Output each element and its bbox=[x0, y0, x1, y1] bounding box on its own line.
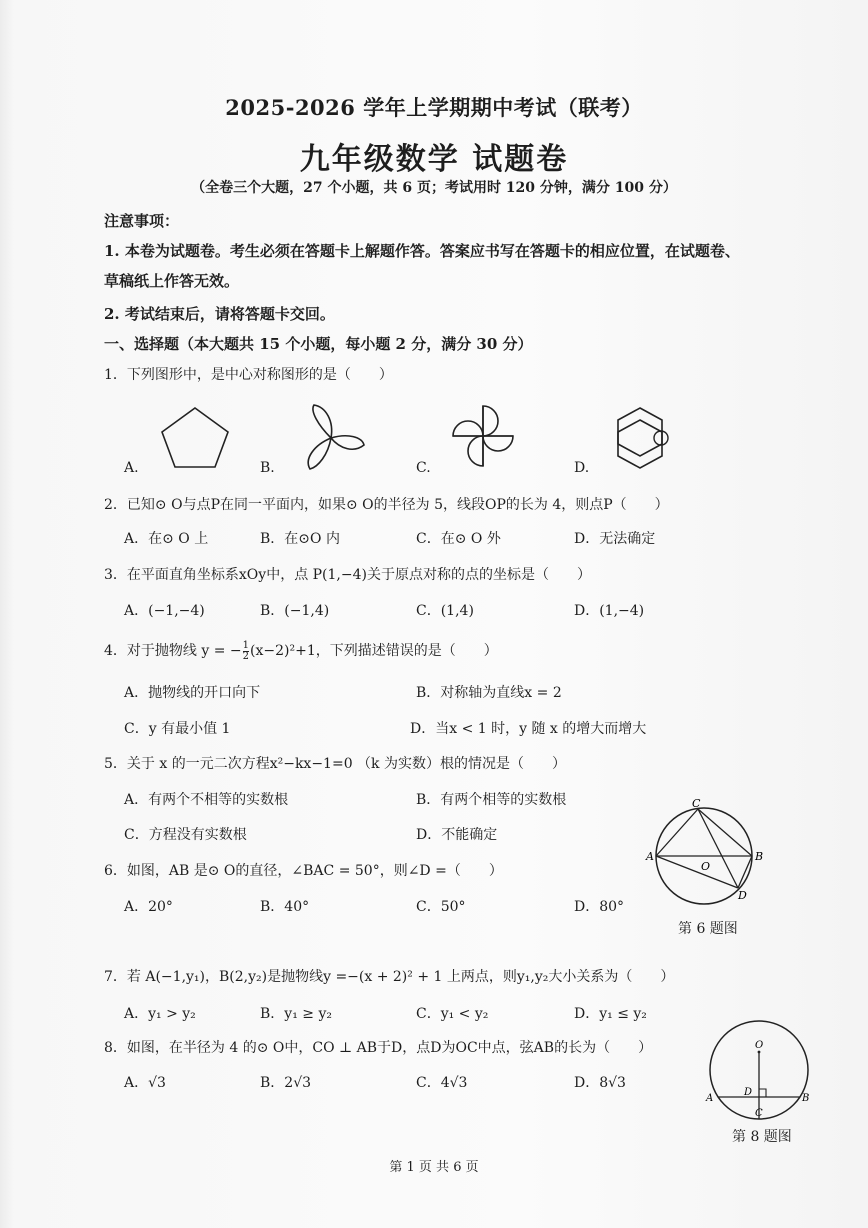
q7-option-d: D．y₁ ≤ y₂ bbox=[574, 1006, 647, 1022]
q8-option-a: A．√3 bbox=[124, 1075, 166, 1091]
q8-figure-circle bbox=[700, 1018, 818, 1122]
q7-option-b: B．y₁ ≥ y₂ bbox=[260, 1006, 332, 1022]
q4-option-c: C．y 有最小值 1 bbox=[124, 721, 231, 737]
q5-option-c: C．方程没有实数根 bbox=[124, 827, 247, 843]
exam-title: 2025-2026 学年上学期期中考试（联考） bbox=[225, 95, 643, 120]
q3-option-d: D．(1,−4) bbox=[574, 603, 645, 619]
q5-option-b: B．有两个相等的实数根 bbox=[416, 792, 567, 808]
q4-option-d: D．当x < 1 时，y 随 x 的增大而增大 bbox=[410, 721, 647, 737]
q4-stem bbox=[104, 640, 498, 662]
q7-option-c: C．y₁ < y₂ bbox=[416, 1006, 489, 1022]
q2-option-c: C．在⊙ O 外 bbox=[416, 531, 501, 547]
notice-item-1-line-2: 草稿纸上作答无效。 bbox=[104, 272, 240, 290]
q1-figure-b-pinwheel bbox=[296, 403, 366, 473]
q3-option-b: B．(−1,4) bbox=[260, 603, 330, 619]
q7-stem: 7．若 A(−1,y₁)，B(2,y₂)是抛物线y =−(x + 2)² + 1 上两点，则y₁,y₂大小关系为（ ） bbox=[104, 969, 675, 985]
q6-label-c: C bbox=[692, 798, 701, 810]
subject-title: 九年级数学 试题卷 bbox=[299, 142, 569, 177]
section-1-heading: 一、选择题（本大题共 15 个小题，每小题 2 分，满分 30 分） bbox=[104, 335, 533, 353]
q2-option-d: D．无法确定 bbox=[574, 531, 656, 547]
q8-label-a: A bbox=[706, 1093, 714, 1104]
q1-stem: 1．下列图形中，是中心对称图形的是（ ） bbox=[104, 367, 393, 383]
page-footer: 第 1 页 共 6 页 bbox=[389, 1160, 479, 1175]
q1-option-b: B. bbox=[260, 460, 275, 476]
q6-label-d: D bbox=[738, 889, 747, 902]
q6-stem: 6．如图，AB 是⊙ O的直径，∠BAC = 50°，则∠D =（ ） bbox=[104, 863, 503, 879]
q8-stem: 8．如图，在半径为 4 的⊙ O中，CO ⊥ AB于D，点D为OC中点，弦AB的长为（ ） bbox=[104, 1040, 653, 1056]
q5-stem: 5．关于 x 的一元二次方程x²−kx−1=0 （k 为实数）根的情况是（ ） bbox=[104, 756, 566, 772]
q8-option-c: C．4√3 bbox=[416, 1075, 468, 1091]
exam-info: （全卷三个大题，27 个小题，共 6 页；考试用时 120 分钟，满分 100 分） bbox=[191, 180, 677, 196]
q1-figure-d-hexagons bbox=[604, 402, 676, 474]
q1-option-d: D. bbox=[574, 460, 590, 476]
q6-label-b: B bbox=[755, 850, 764, 863]
q8-caption: 第 8 题图 bbox=[732, 1129, 792, 1145]
q2-option-b: B．在⊙O 内 bbox=[260, 531, 340, 547]
notice-heading: 注意事项： bbox=[104, 212, 180, 230]
q8-label-o: O bbox=[755, 1040, 764, 1051]
q2-stem: 2．已知⊙ O与点P在同一平面内，如果⊙ O的半径为 5，线段OP的长为 4，则点P（ ） bbox=[104, 497, 669, 513]
q8-label-c: C bbox=[755, 1108, 763, 1119]
q4-option-b: B．对称轴为直线x = 2 bbox=[416, 685, 562, 701]
q1-option-a: A. bbox=[124, 460, 139, 476]
q3-stem: 3．在平面直角坐标系xOy中，点 P(1,−4)关于原点对称的点的坐标是（ ） bbox=[104, 567, 591, 583]
q6-option-d: D．80° bbox=[574, 899, 625, 915]
q4-stem-pre: 4．对于抛物线 y = − bbox=[104, 643, 242, 659]
q5-option-d: D．不能确定 bbox=[416, 827, 498, 843]
q3-option-a: A．(−1,−4) bbox=[124, 603, 205, 619]
q8-option-b: B．2√3 bbox=[260, 1075, 312, 1091]
q4-fraction-denominator: 2 bbox=[242, 650, 250, 662]
q6-label-a: A bbox=[646, 850, 654, 863]
q1-figure-a-pentagon bbox=[158, 405, 232, 471]
q4-fraction bbox=[243, 641, 249, 662]
q6-label-o: O bbox=[701, 860, 711, 873]
q8-label-b: B bbox=[802, 1093, 810, 1104]
q7-option-a: A．y₁ > y₂ bbox=[124, 1006, 196, 1022]
q6-caption: 第 6 题图 bbox=[678, 921, 738, 937]
q1-option-c: C. bbox=[416, 460, 431, 476]
q6-figure-circle bbox=[642, 798, 772, 908]
q4-stem-post: (x−2)²+1，下列描述错误的是（ ） bbox=[250, 643, 498, 659]
notice-item-1-line-1: 1. 本卷为试题卷。考生必须在答题卡上解题作答。答案应书写在答题卡的相应位置，在试题卷、 bbox=[104, 242, 740, 260]
q6-option-c: C．50° bbox=[416, 899, 466, 915]
q4-fraction-numerator: 1 bbox=[242, 639, 250, 651]
q8-option-d: D．8√3 bbox=[574, 1075, 626, 1091]
q1-figure-c-windmill bbox=[447, 400, 519, 472]
q6-option-b: B．40° bbox=[260, 899, 310, 915]
q2-option-a: A．在⊙ O 上 bbox=[124, 531, 209, 547]
q4-option-a: A．抛物线的开口向下 bbox=[124, 685, 261, 701]
notice-item-2: 2. 考试结束后，请将答题卡交回。 bbox=[104, 305, 335, 323]
q3-option-c: C．(1,4) bbox=[416, 603, 474, 619]
q8-label-d: D bbox=[744, 1087, 753, 1098]
q5-option-a: A．有两个不相等的实数根 bbox=[124, 792, 289, 808]
q6-option-a: A．20° bbox=[124, 899, 173, 915]
